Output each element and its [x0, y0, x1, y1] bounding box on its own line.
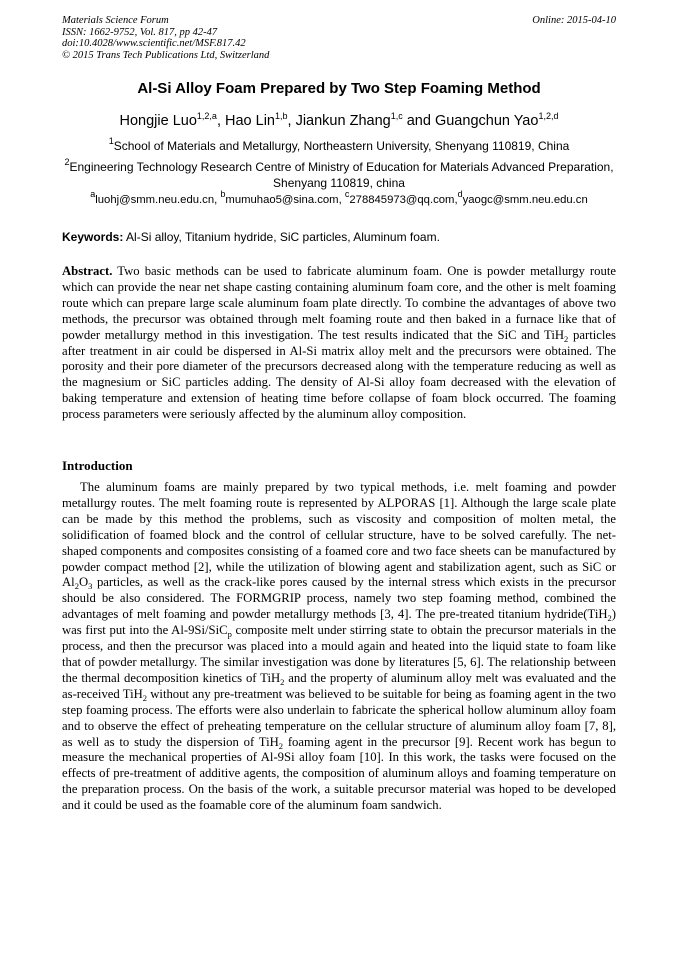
- affiliation-2: [62, 159, 616, 191]
- abstract: [62, 264, 616, 423]
- copyright-line: © 2015 Trans Tech Publications Ltd, Switzerland: [62, 49, 270, 61]
- subscript: 2: [280, 676, 285, 687]
- online-date: Online: 2015-04-10: [532, 15, 616, 26]
- keywords: [62, 230, 616, 244]
- subscript: 2: [74, 581, 79, 592]
- subscript: 2: [278, 740, 284, 751]
- email-key: a: [90, 189, 96, 199]
- intro-text: without any pre-treatment was believed to be suitable for being as foaming agent in the two step foaming process. The efforts were also underlain to fabricate the spherical hollow aluminum alloy foam and to observe the effect of preheating temperature on the cellular structure of aluminum alloy foam [7, 8], as well as to study the dispersion of TiH: [62, 686, 616, 749]
- author-name: Hao Lin: [225, 113, 275, 129]
- author-affiliation-marker: 1,c: [390, 111, 403, 121]
- subscript: p: [227, 629, 232, 640]
- email-address[interactable]: mumuhao5@sina.com: [225, 194, 339, 206]
- subscript: 2: [607, 613, 612, 624]
- doi-line: doi:10.4028/www.scientific.net/MSF.817.42: [62, 38, 246, 49]
- abstract-text: particles after treatment in air could be dispersed in Al-Si matrix alloy melt and the precursors were obtained. The porosity and their pore diameter of the precursors decreased along with the temperature reducing as well as the magnesium or SiC particles adding. The density of Al-Si alloy foam decreased with the elevation of baking temperature and extension of heating time before collapse of foam block occurred. The foaming process parameters were seriously affected by the aluminum alloy composition.: [62, 327, 616, 422]
- email-separator: ,: [338, 194, 345, 206]
- email-address[interactable]: 278845973@qq.com,: [349, 194, 458, 206]
- author-affiliation-marker: 1,2,a: [196, 111, 217, 121]
- intro-text: composite melt under stirring state to obtain the precursor materials in the process, and then the precursor was placed into a mould again and heated into the liquid state to foam like that of powder metallurgy. The similar investigation was done by literatures [5, 6]. The relationship between the thermal decomposition kinetics of TiH: [62, 623, 616, 685]
- subscript: 2: [564, 333, 569, 344]
- subscript: 3: [88, 581, 93, 592]
- email-address[interactable]: luohj@smm.neu.edu.cn: [95, 194, 215, 206]
- keywords-label: Keywords:: [62, 230, 124, 244]
- author-name: Hongjie Luo: [119, 113, 197, 129]
- email-key: d: [457, 189, 463, 199]
- paper-title: Al-Si Alloy Foam Prepared by Two Step Foaming Method: [137, 80, 541, 97]
- introduction-body: [62, 480, 616, 814]
- subscript: 2: [142, 692, 148, 703]
- intro-text: The aluminum foams are mainly prepared by two typical methods, i.e. melt foaming and powder metallurgy routes. The melt foaming route is represented by ALPORAS [1]. Although the large scale plate can be made by this method the problems, such as viscosity and composition of molten metal, the solidification of foamed block and the control of cellular structure, have to be solved carefully. The net-shaped components and composites consisting of a foamed core and two face sheets can be manufactured by powder compact method [2], while the utilization of blowing agent and stabilization agent, such as SiC or Al: [62, 480, 616, 590]
- intro-text: particles, as well as the crack-like pores caused by the internal stress which exists in the precursor should be also considered. The FORMGRIP process, namely two step foaming method, combined the advantages of melt foaming and powder metallurgy methods [3, 4]. The pre-treated titanium hydride(TiH: [62, 575, 616, 622]
- author-list: [0, 113, 678, 129]
- introduction-heading: Introduction: [62, 458, 133, 473]
- email-key: b: [220, 189, 226, 199]
- abstract-text: Two basic methods can be used to fabricate aluminum foam. One is powder metallurgy route which can provide the near net shape casting containing aluminum foam core, and the other is melt foaming route which can prepare large scale aluminum foam plate directly. To combine the advantages of above two methods, the precursor was obtained through melt foaming route and then baked in a furnace like that of powder metallurgy method in this investigation. The test results indicated that the SiC and TiH: [62, 264, 616, 342]
- author-affiliation-marker: 1,b: [275, 111, 288, 121]
- affiliation-text: School of Materials and Metallurgy, Northeastern University, Shenyang 110819, China: [113, 139, 570, 153]
- issn-line: ISSN: 1662-9752, Vol. 817, pp 42-47: [62, 26, 218, 38]
- journal-name: Materials Science Forum: [62, 15, 169, 26]
- author-separator: and: [402, 113, 435, 129]
- affiliation-1: [62, 138, 616, 154]
- journal-header: [62, 15, 616, 61]
- intro-text: ) was first put into the Al-9Si/SiC: [62, 607, 616, 638]
- intro-text: O: [78, 575, 89, 590]
- author-separator: ,: [216, 113, 226, 129]
- affiliation-number: 1: [108, 136, 114, 146]
- affiliation-text: Engineering Technology Research Centre of Ministry of Education for Materials Advanced Preparation, Shenyang 110819, china: [69, 160, 614, 190]
- email-address[interactable]: yaogc@smm.neu.edu.cn: [462, 194, 588, 206]
- author-separator: ,: [287, 113, 296, 129]
- author-affiliation-marker: 1,2,d: [538, 111, 559, 121]
- affiliation-number: 2: [64, 157, 70, 167]
- intro-text: and the property of aluminum alloy melt was evaluated and the as-received TiH: [62, 670, 616, 701]
- abstract-label: Abstract.: [62, 264, 113, 278]
- intro-text: foaming agent in the precursor [9]. Recent work has begun to measure the mechanical properties of Al-9Si alloy foam [10]. In this work, the tasks were focused on the effects of pre-treatment of additive agents, the composition of aluminum alloys and foaming temperature on the preparation process. On the basis of the work, a suitable precursor material was hoped to be developed and it could be used as the foamable core of the aluminum foam sandwich.: [62, 734, 616, 813]
- email-list: [62, 189, 616, 206]
- email-separator: ,: [214, 194, 221, 206]
- author-name: Jiankun Zhang: [295, 113, 391, 129]
- keywords-text: Al-Si alloy, Titanium hydride, SiC particles, Aluminum foam.: [126, 230, 440, 244]
- author-name: Guangchun Yao: [434, 113, 539, 129]
- email-key: c: [344, 189, 350, 199]
